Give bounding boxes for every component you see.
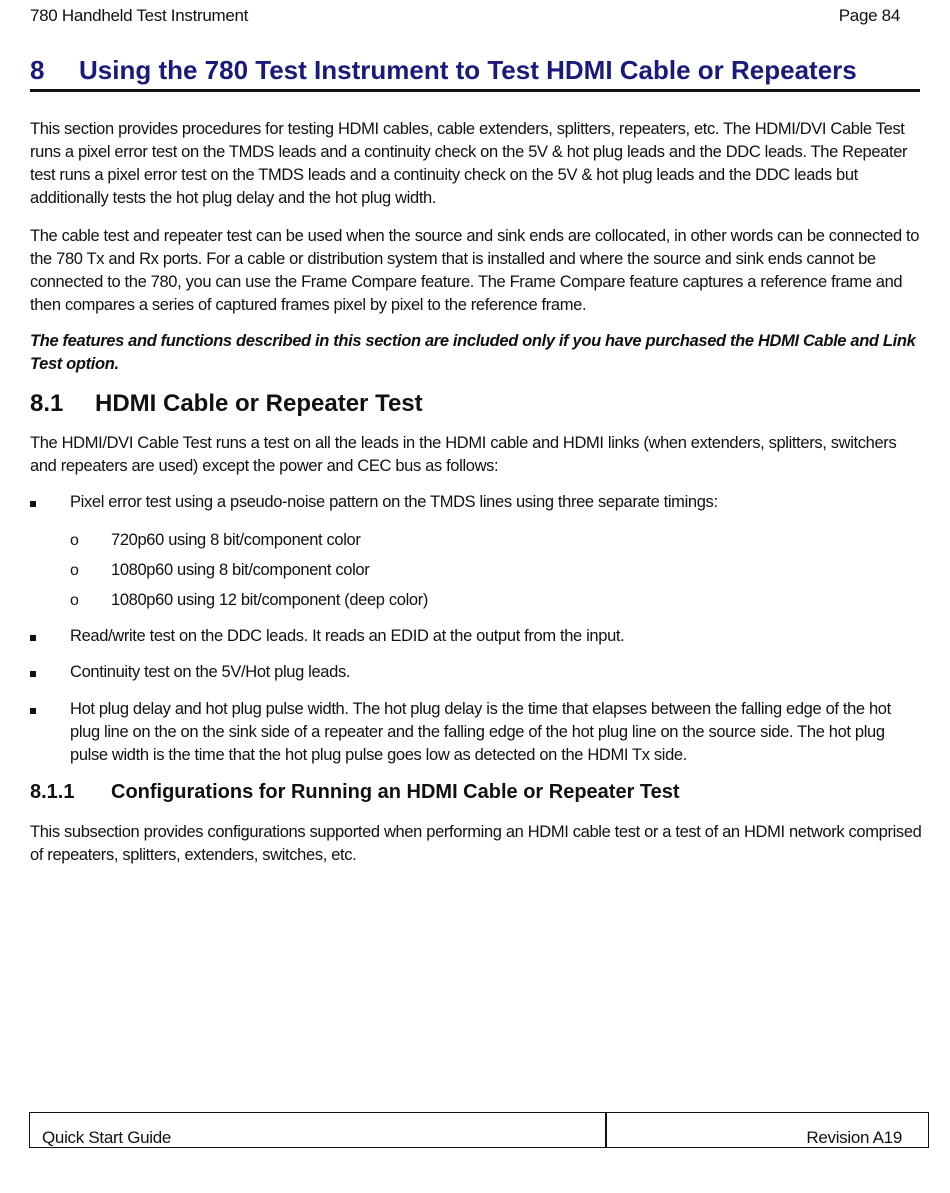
sub-list-item-text: 1080p60 using 8 bit/component color xyxy=(111,561,370,579)
sub-list-item xyxy=(70,559,920,582)
subsubsection-number: 8.1.1 xyxy=(30,781,75,803)
section-number: 8 xyxy=(30,55,45,85)
subsection-heading xyxy=(30,390,423,418)
paragraph-frame-compare: The cable test and repeater test can be used when the source and sink ends are collocated, in other words can be connected to the 780 Tx and Rx ports. For a cable or distribution system that is installed and where the source and sink ends cannot be connected to the 780, you can use the Frame Compare feature. The Frame Compare feature captures a reference frame and then compares a series of captured frames pixel by pixel to the reference frame. xyxy=(30,227,920,314)
section-heading xyxy=(30,55,920,92)
bullet-square-icon xyxy=(30,698,50,721)
list-item-text: Hot plug delay and hot plug pulse width. The hot plug delay is the time that elapses between the falling edge of the hot plug line on the on the sink side of a repeater and the falling edge of the hot plug line on the source side. The hot plug pulse width is the time that the hot plug pulse goes low as detected on the HDMI Tx side. xyxy=(70,700,891,764)
subsubsection-title: Configurations for Running an HDMI Cable or Repeater Test xyxy=(111,781,680,803)
paragraph-cable-test: The HDMI/DVI Cable Test runs a test on all the leads in the HDMI cable and HDMI links (when extenders, splitters, switchers and repeaters are used) except the power and CEC bus as follows: xyxy=(30,434,897,475)
section-title: Using the 780 Test Instrument to Test HDMI Cable or Repeaters xyxy=(79,55,857,85)
page-number: Page 84 xyxy=(838,6,900,25)
list-item xyxy=(30,698,922,767)
footer-revision: Revision A19 xyxy=(806,1128,902,1147)
list-item-text: Read/write test on the DDC leads. It reads an EDID at the output from the input. xyxy=(70,627,625,645)
list-item-text: Continuity test on the 5V/Hot plug leads. xyxy=(70,663,351,681)
bullet-circle-icon: o xyxy=(70,562,79,579)
bullet-circle-icon: o xyxy=(70,532,79,549)
paragraph-intro: This section provides procedures for testing HDMI cables, cable extenders, splitters, repeaters, etc. The HDMI/DVI Cable Test runs a pixel error test on the TMDS leads and a continuity check on the 5V & hot plug leads and the DDC leads. The Repeater test runs a pixel error test on the TMDS leads and a continuity check on the 5V & hot plug leads and the DDC leads but additionally tests the hot plug delay and the hot plug width. xyxy=(30,120,908,207)
list-item-text: Pixel error test using a pseudo-noise pattern on the TMDS lines using three separate timings: xyxy=(70,493,718,511)
page-footer xyxy=(29,1112,929,1148)
bullet-circle-icon: o xyxy=(70,592,79,609)
sub-list-item-text: 720p60 using 8 bit/component color xyxy=(111,531,361,549)
paragraph-option-note: The features and functions described in this section are included only if you have purchased the HDMI Cable and Link Test option. xyxy=(30,332,916,373)
sub-list-item-text: 1080p60 using 12 bit/component (deep color) xyxy=(111,591,429,609)
sub-list-item xyxy=(70,529,920,552)
sub-list-item xyxy=(70,589,920,612)
footer-left: Quick Start Guide xyxy=(42,1128,172,1147)
subsubsection-heading xyxy=(30,781,680,804)
list-item xyxy=(30,661,922,684)
page-header-left: 780 Handheld Test Instrument xyxy=(30,6,249,25)
bullet-square-icon xyxy=(30,491,50,514)
subsection-title: HDMI Cable or Repeater Test xyxy=(95,390,423,417)
footer-divider xyxy=(605,1113,607,1147)
list-item xyxy=(30,491,922,514)
paragraph-configurations: This subsection provides configurations supported when performing an HDMI cable test or a test of an HDMI network comprised of repeaters, splitters, extenders, switches, etc. xyxy=(30,823,922,864)
list-item xyxy=(30,625,922,648)
bullet-square-icon xyxy=(30,661,50,684)
bullet-square-icon xyxy=(30,625,50,648)
subsection-number: 8.1 xyxy=(30,390,64,417)
